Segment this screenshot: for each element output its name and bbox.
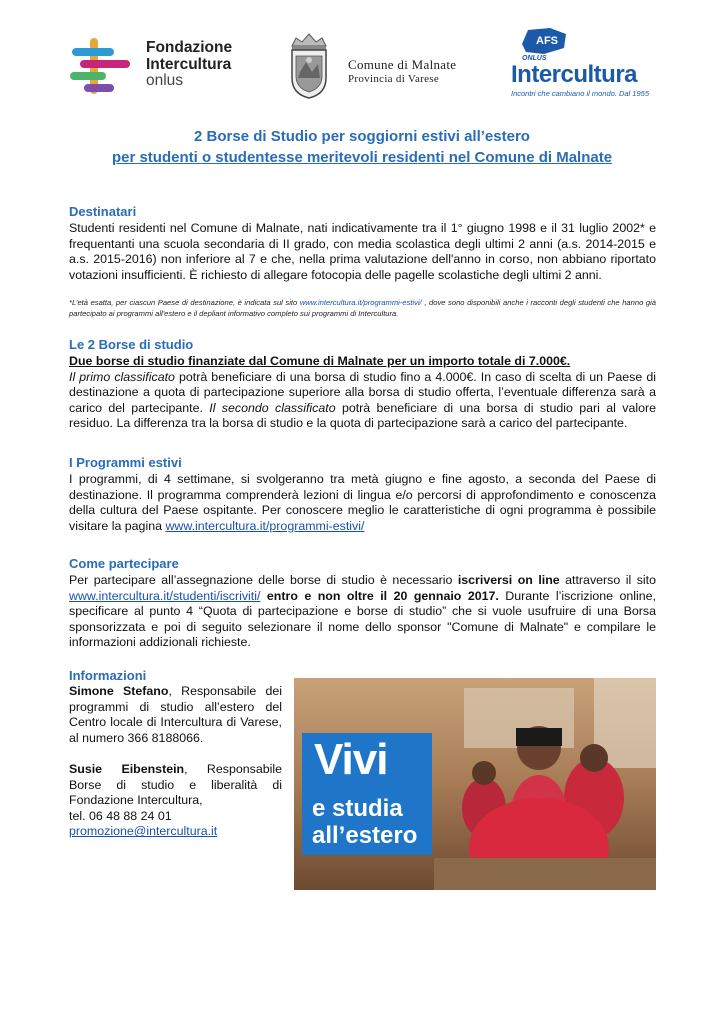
afs-globe-icon: [520, 26, 568, 56]
afs-intercultura-logo: [508, 26, 658, 106]
informazioni-contacts: [69, 684, 282, 840]
fondazione-logo-text: [146, 40, 232, 90]
borse-bold-line: Due borse di studio finanziate dal Comune di Malnate per un importo totale di 7.000€.: [69, 354, 571, 368]
programmi-body: I programmi, di 4 settimane, si svolgeranno tra metà giugno e fine agosto, a seconda del Paese di destinazione. Il programma comprenderà lezioni di lingua e/o percorsi di approfondimento e conoscenza della cultura del Paese ospitante. Per conoscere meglio le caratteristiche di ogni programma è possibile visitare la pagina: [69, 472, 656, 533]
borse-primo: Il primo classificato: [69, 369, 175, 384]
borse-secondo: Il secondo classificato: [209, 400, 336, 415]
fondazione-intercultura-logo: [70, 34, 255, 98]
partecipare-text: [69, 573, 656, 651]
borse-text1: potrà beneficiare di una borsa di studio fino a 4.000€. In caso di scelta di un Paese di destinazione a quota di partecipazione superiore alla borsa di studio offerta, l’eventuale differenza sarà a carico del partecipante.: [69, 369, 656, 415]
afs-badge-text: AFS: [536, 35, 558, 47]
afs-tagline: Incontri che cambiano il mondo. Dal 1955: [511, 89, 649, 98]
destinatari-text: Studenti residenti nel Comune di Malnate, nati indicativamente tra il 1° giugno 1998 e il 31 luglio 2002* e frequentanti una scuola secondaria di II grado, con media scolastica degli ultimi 2 anni (a.s. 2014-2015 e a.s. 2015-2016) non inferiore al 7 e che, nella prima valutazione dell'anno in corso, non abbiano riportato votazioni insufficienti. È richiesto di allegare fotocopia delle pagelle scolastiche degli ultimi 2 anni.: [69, 221, 656, 282]
programmi-heading: I Programmi estivi: [69, 455, 182, 470]
borse-text2: potrà beneficiare di una borsa di studio pari al valore residuo. La differenza tra la borsa di studio e la quota di partecipazione sarà a carico del partecipante.: [69, 400, 656, 431]
informazioni-heading: Informazioni: [69, 668, 147, 683]
contact-2-text: , Responsabile Borse di studio e liberalità di Fondazione Intercultura,: [69, 761, 282, 808]
note-pre: *L’età esatta, per ciascun Paese di destinazione, è indicata sul sito: [69, 298, 300, 307]
partecipare-b1: iscriversi on line: [457, 573, 560, 587]
fondazione-line3: onlus: [146, 72, 184, 89]
contact-phone: tel. 06 48 88 24 01: [69, 808, 172, 823]
contact-1-name: Simone Stefano: [69, 684, 169, 698]
partecipare-t2: attraverso il sito: [559, 573, 656, 587]
afs-name: Intercultura: [511, 61, 638, 88]
borse-heading: Le 2 Borse di studio: [69, 337, 194, 352]
malnate-crest-icon: [286, 32, 332, 100]
partecipare-heading: Come partecipare: [69, 556, 179, 571]
malnate-line2: Provincia di Varese: [348, 73, 440, 85]
document-title: 2 Borse di Studio per soggiorni estivi all’estero: [194, 128, 530, 145]
fondazione-logo-mark-icon: [70, 34, 134, 98]
programmi-link[interactable]: www.intercultura.it/programmi-estivi/: [165, 518, 365, 533]
contact-email-link[interactable]: promozione@intercultura.it: [69, 824, 218, 839]
document-subtitle: per studenti o studentesse meritevoli residenti nel Comune di Malnate: [111, 149, 613, 166]
promo-line2: e studia: [312, 795, 403, 822]
partecipare-t3: Durante l’iscrizione online, specificare al punto 4 “Quota di partecipazione e borse di studio” che si vuole usufruire di una Borsa sponsorizzata e poi di seguito selezionare il nome dello sponsor "Comune di Malnate" e compilare le informazioni addizionali richieste.: [69, 588, 656, 650]
contact-1: [69, 684, 282, 746]
destinatari-heading: Destinatari: [69, 204, 137, 219]
fondazione-line2: Intercultura: [146, 55, 232, 73]
contact-1-text: , Responsabile dei programmi di studio all’estero del Centro locale di Intercultura di Varese, al numero 366 8188066.: [69, 684, 282, 745]
partecipare-deadline: entro e non oltre il 20 gennaio 2017.: [260, 588, 499, 603]
comune-malnate-logo: [286, 32, 486, 102]
note-link[interactable]: www.intercultura.it/programmi-estivi/: [299, 298, 422, 307]
promo-line1: Vivi: [314, 735, 388, 784]
malnate-line1: Comune di Malnate: [348, 57, 457, 72]
contact-2: [69, 762, 282, 809]
contact-2-name: Susie Eibenstein: [69, 761, 185, 776]
note-post: , dove sono disponibili anche i racconti degli studenti che hanno già partecipato ai programmi all'estero e il depliant informativo completo sui programmi di Intercultura.: [69, 298, 657, 318]
partecipare-t1: Per partecipare all’assegnazione delle borse di studio è necessario: [69, 573, 458, 587]
malnate-logo-text: [348, 58, 456, 86]
destinatari-note: [69, 297, 656, 319]
fondazione-line1: Fondazione: [146, 39, 233, 56]
programmi-text: [69, 472, 656, 534]
iscriviti-link[interactable]: www.intercultura.it/studenti/iscriviti/: [69, 588, 261, 603]
promo-box: [302, 733, 432, 855]
afs-onlus: ONLUS: [522, 55, 547, 62]
promo-photo: [294, 678, 656, 890]
promo-line3: all’estero: [312, 822, 418, 849]
borse-text: [69, 354, 656, 432]
